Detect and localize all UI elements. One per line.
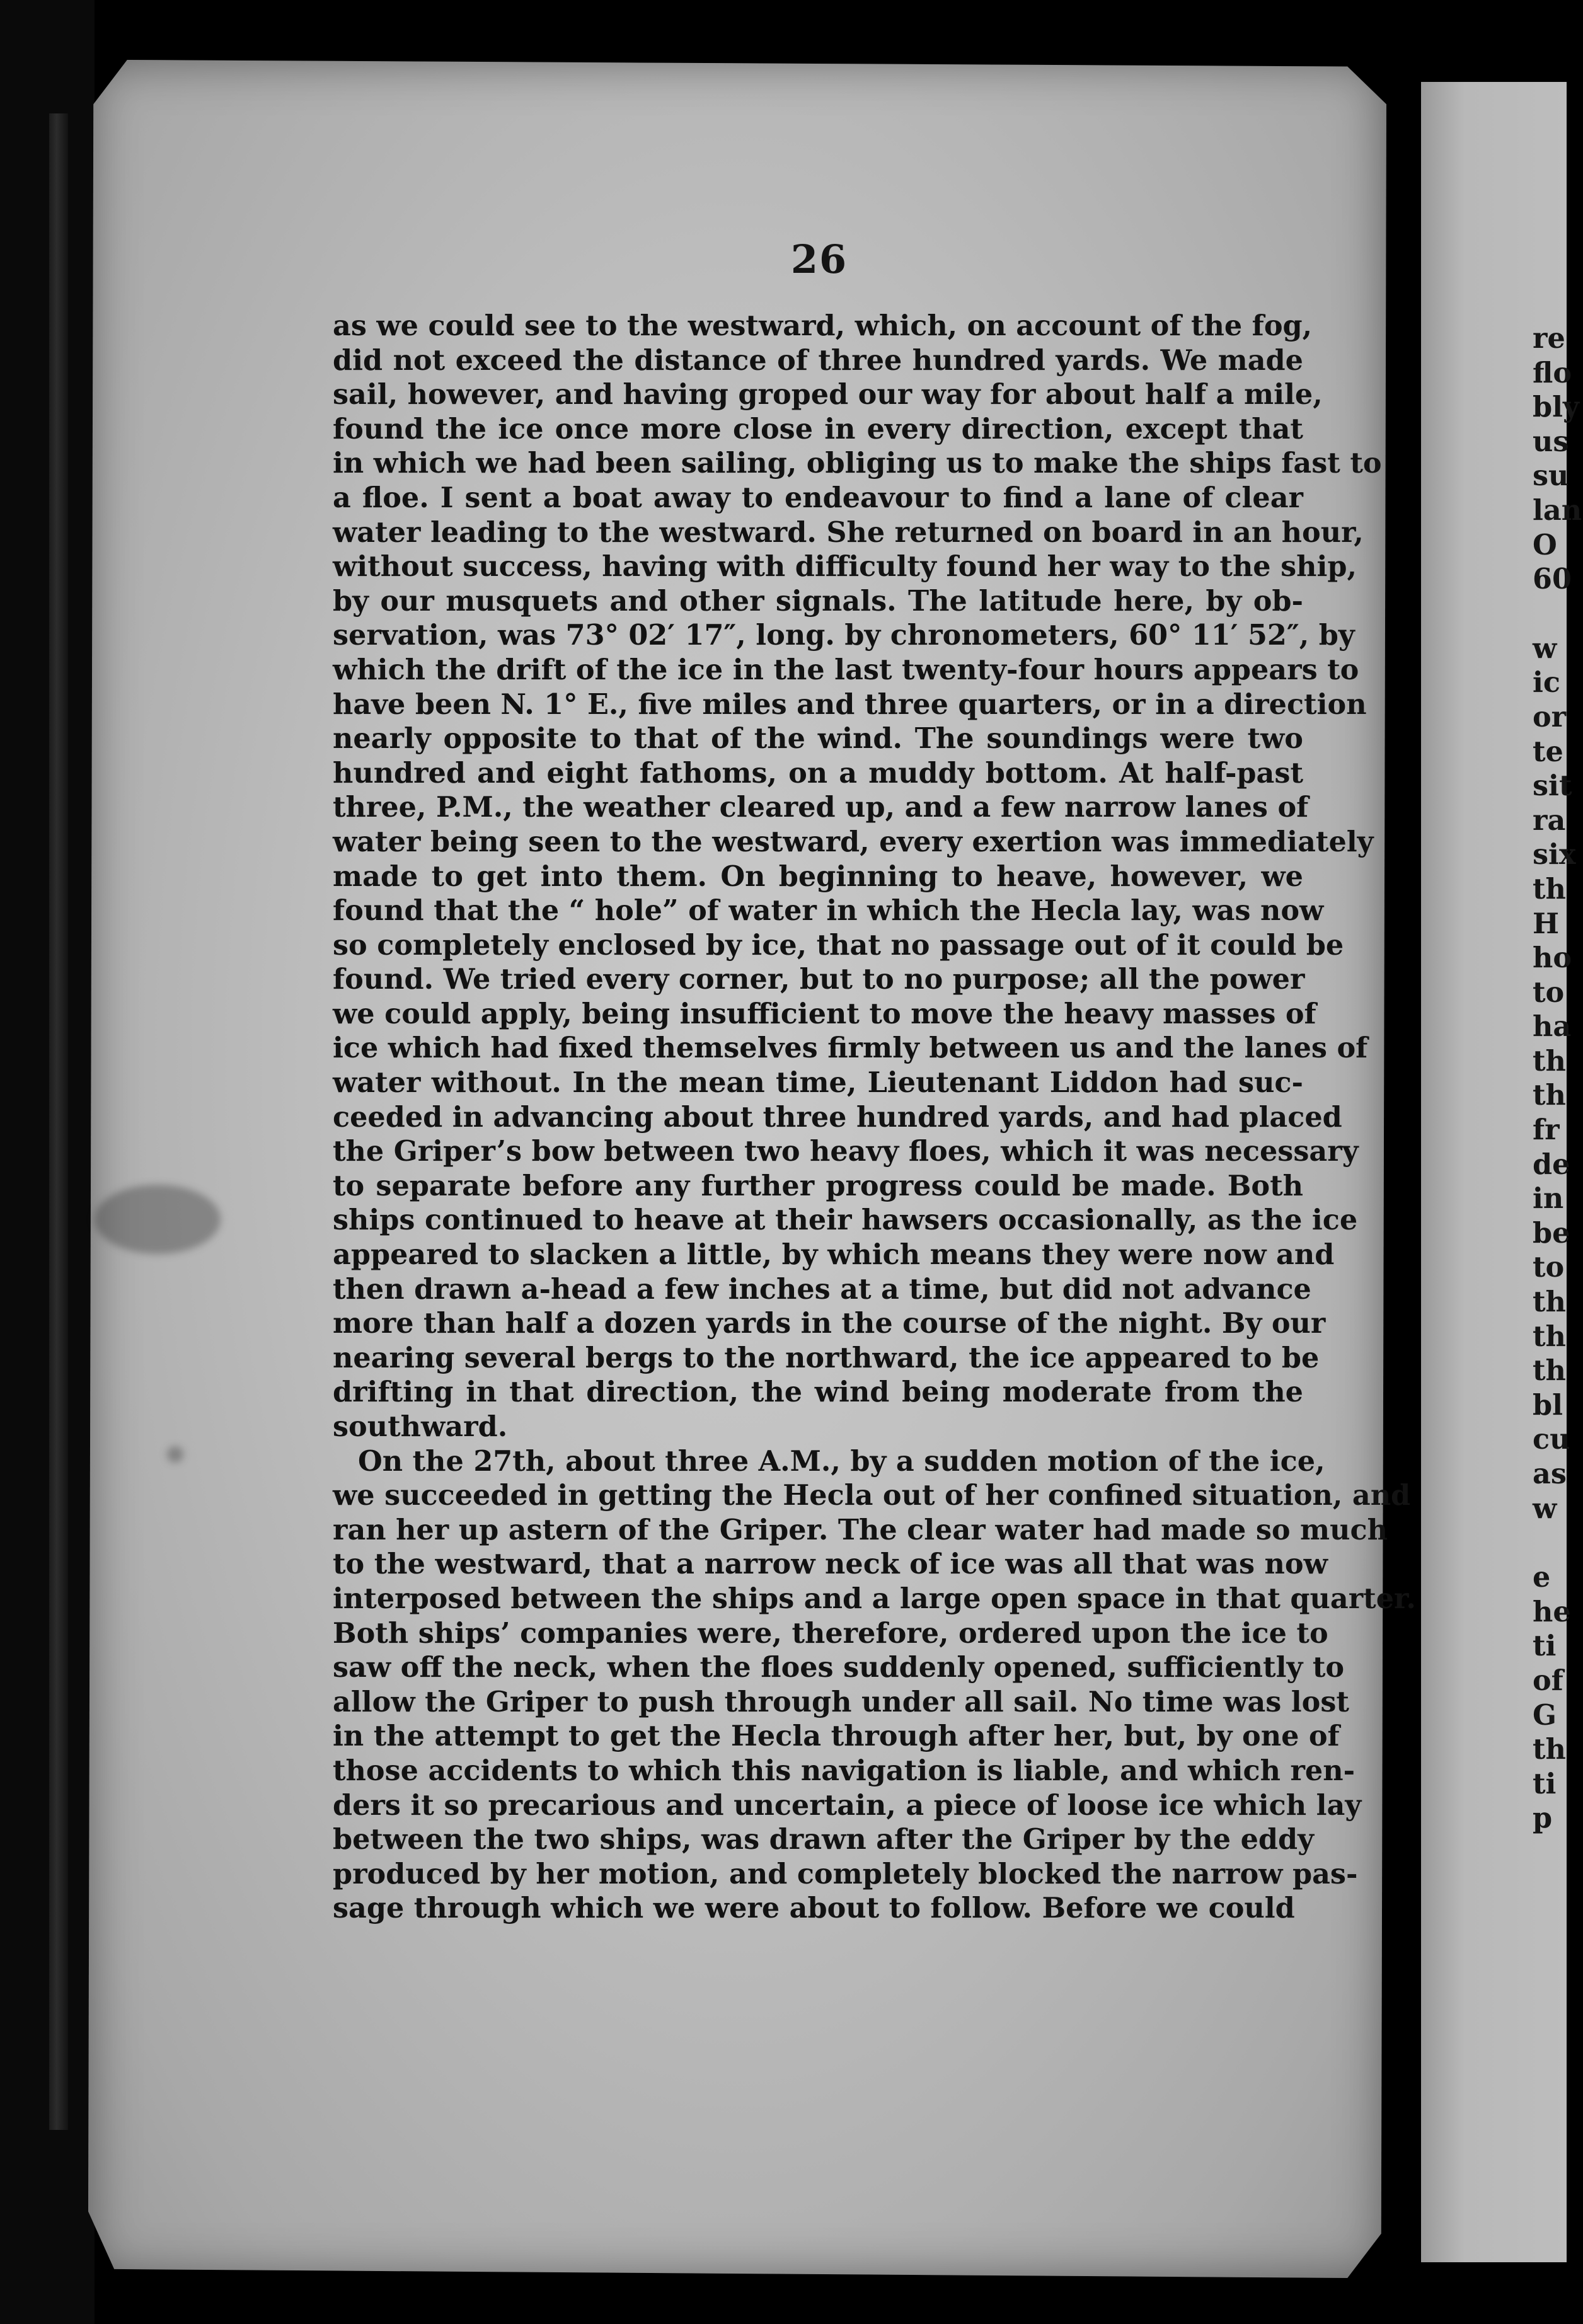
text-line: then drawn a-head a few inches at a time, but did not advance <box>333 1272 1311 1306</box>
text-line: water being seen to the westward, every exertion was immediately <box>333 825 1374 858</box>
facing-page-fragment: th <box>1533 1079 1566 1112</box>
facing-page-fragment: to <box>1533 975 1565 1009</box>
text-line: more than half a dozen yards in the course of the night. By our <box>333 1307 1326 1340</box>
text-line: found that the “ hole” of water in which the Hecla lay, was now <box>333 894 1324 928</box>
facing-page-fragment: O <box>1533 528 1557 561</box>
binding-gutter <box>0 0 95 2324</box>
text-line: made to get into them. On beginning to heave, however, we <box>333 860 1303 893</box>
text-line: we succeeded in getting the Hecla out of her confined situation, and <box>333 1479 1411 1512</box>
facing-page-fragment: lan <box>1533 493 1582 527</box>
text-line: by our musquets and other signals. The latitude here, by ob- <box>333 584 1303 618</box>
facing-page-fragment: ic <box>1533 666 1561 699</box>
facing-page-fragment: sit <box>1533 769 1572 803</box>
facing-page-fragment: G <box>1533 1698 1557 1732</box>
page-number: 26 <box>790 236 848 282</box>
facing-page-fragment: be <box>1533 1216 1570 1250</box>
facing-page-fragment: in <box>1533 1182 1564 1216</box>
facing-page-fragment: th <box>1533 1286 1566 1319</box>
facing-page-fragment: ti <box>1533 1767 1557 1800</box>
facing-page-fragment: cu <box>1533 1423 1570 1456</box>
text-line: ceeded in advancing about three hundred yards, and had placed <box>333 1100 1342 1134</box>
text-line: On the 27th, about three A.M., by a sudden motion of the ice, <box>358 1444 1325 1478</box>
text-line: drifting in that direction, the wind being moderate from the <box>333 1376 1303 1409</box>
facing-page-fragment: te <box>1533 735 1563 768</box>
facing-page-fragment: w <box>1533 1492 1557 1525</box>
text-line: three, P.M., the weather cleared up, and a few narrow lanes of <box>333 791 1309 824</box>
facing-page-fragment: e <box>1533 1561 1551 1594</box>
facing-page-fragment: ho <box>1533 941 1572 975</box>
text-line: servation, was 73° 02′ 17″, long. by chronometers, 60° 11′ 52″, by <box>333 619 1355 652</box>
facing-page-fragment: th <box>1533 1733 1566 1766</box>
ink-blot <box>167 1446 183 1463</box>
text-line: ice which had fixed themselves firmly between us and the lanes of <box>333 1032 1368 1065</box>
text-line: hundred and eight fathoms, on a muddy bottom. At half-past <box>333 756 1303 790</box>
text-line: to separate before any further progress could be made. Both <box>333 1169 1303 1202</box>
text-line: a floe. I sent a boat away to endeavour to find a lane of clear <box>333 481 1303 514</box>
facing-page-text <box>1533 321 1583 1836</box>
text-line: interposed between the ships and a large open space in that quarter. <box>333 1582 1416 1615</box>
text-line: so completely enclosed by ice, that no passage out of it could be <box>333 928 1344 962</box>
text-line: which the drift of the ice in the last twenty-four hours appears to <box>333 653 1359 686</box>
facing-page-fragment: flo <box>1533 356 1572 389</box>
text-line: without success, having with difficulty found her way to the ship, <box>333 550 1357 584</box>
facing-page-fragment: 60 <box>1533 563 1572 596</box>
text-line: we could apply, being insufficient to move the heavy masses of <box>333 997 1316 1030</box>
facing-page-fragment: ti <box>1533 1630 1557 1663</box>
text-line: water without. In the mean time, Lieutenant Liddon had suc- <box>333 1066 1303 1100</box>
text-line: appeared to slacken a little, by which means they were now and <box>333 1238 1335 1272</box>
text-line: in the attempt to get the Hecla through after her, but, by one of <box>333 1720 1340 1753</box>
facing-page-fragment: th <box>1533 1044 1566 1078</box>
facing-page-fragment: H <box>1533 907 1560 940</box>
text-line: in which we had been sailing, obliging us to make the ships fast to <box>333 447 1382 480</box>
facing-page-fragment: th <box>1533 1320 1566 1353</box>
facing-page-fragment: or <box>1533 700 1567 733</box>
facing-page-fragment: fr <box>1533 1113 1560 1147</box>
text-line: between the two ships, was drawn after the Griper by the eddy <box>333 1823 1315 1856</box>
facing-page-fragment: de <box>1533 1148 1570 1181</box>
facing-page-fragment: th <box>1533 1354 1566 1388</box>
binding-edge <box>49 113 68 2130</box>
text-line: sage through which we were about to follow. Before we could <box>333 1892 1295 1925</box>
text-line: sail, however, and having groped our way for about half a mile, <box>333 378 1323 411</box>
facing-page-fragment: bl <box>1533 1388 1563 1422</box>
text-line: did not exceed the distance of three hundred yards. We made <box>333 343 1303 377</box>
facing-page-fragment: su <box>1533 459 1569 493</box>
text-line: ran her up astern of the Griper. The clear water had made so much <box>333 1513 1388 1546</box>
facing-page-fragment: six <box>1533 838 1576 872</box>
facing-page-gap <box>1533 1526 1583 1560</box>
facing-page-fragment: bly <box>1533 391 1579 424</box>
facing-page-fragment: as <box>1533 1458 1567 1490</box>
text-line: ships continued to heave at their hawsers occasionally, as the ice <box>333 1204 1358 1237</box>
text-line: found the ice once more close in every direction, except that <box>333 412 1303 446</box>
facing-page-gap <box>1533 597 1583 631</box>
facing-page-fragment: us <box>1533 425 1569 458</box>
text-line: as we could see to the westward, which, on account of the fog, <box>333 309 1313 342</box>
facing-page-fragment: re <box>1533 322 1565 355</box>
facing-page-fragment: he <box>1533 1595 1571 1628</box>
text-line: those accidents to which this navigation is liable, and which ren- <box>333 1754 1356 1787</box>
facing-page-fragment: to <box>1533 1251 1565 1284</box>
text-line: saw off the neck, when the floes suddenly opened, sufficiently to <box>333 1651 1345 1684</box>
facing-page-fragment: p <box>1533 1802 1553 1835</box>
facing-page-fragment: ra <box>1533 803 1566 837</box>
facing-page-fragment: w <box>1533 631 1557 665</box>
body-text <box>333 309 1416 1926</box>
text-line: have been N. 1° E., five miles and three quarters, or in a direction <box>333 687 1367 721</box>
facing-page-fragment: ha <box>1533 1010 1572 1044</box>
text-line: allow the Griper to push through under all sail. No time was lost <box>333 1685 1349 1718</box>
text-line: Both ships’ companies were, therefore, ordered upon the ice to <box>333 1616 1328 1650</box>
text-line: found. We tried every corner, but to no purpose; all the power <box>333 963 1305 996</box>
text-line: nearing several bergs to the northward, the ice appeared to be <box>333 1341 1320 1374</box>
text-line: water leading to the westward. She returned on board in an hour, <box>333 515 1364 549</box>
ink-blot <box>95 1185 221 1254</box>
text-line: the Griper’s bow between two heavy floes, which it was necessary <box>333 1135 1359 1168</box>
facing-page-fragment: of <box>1533 1664 1563 1697</box>
text-line: to the westward, that a narrow neck of ice was all that was now <box>333 1548 1328 1581</box>
text-line: southward. <box>333 1410 508 1443</box>
facing-page-fragment: th <box>1533 872 1566 906</box>
text-line: produced by her motion, and completely blocked the narrow pas- <box>333 1857 1358 1890</box>
text-line: ders it so precarious and uncertain, a piece of loose ice which lay <box>333 1788 1362 1822</box>
text-line: nearly opposite to that of the wind. The soundings were two <box>333 722 1303 756</box>
